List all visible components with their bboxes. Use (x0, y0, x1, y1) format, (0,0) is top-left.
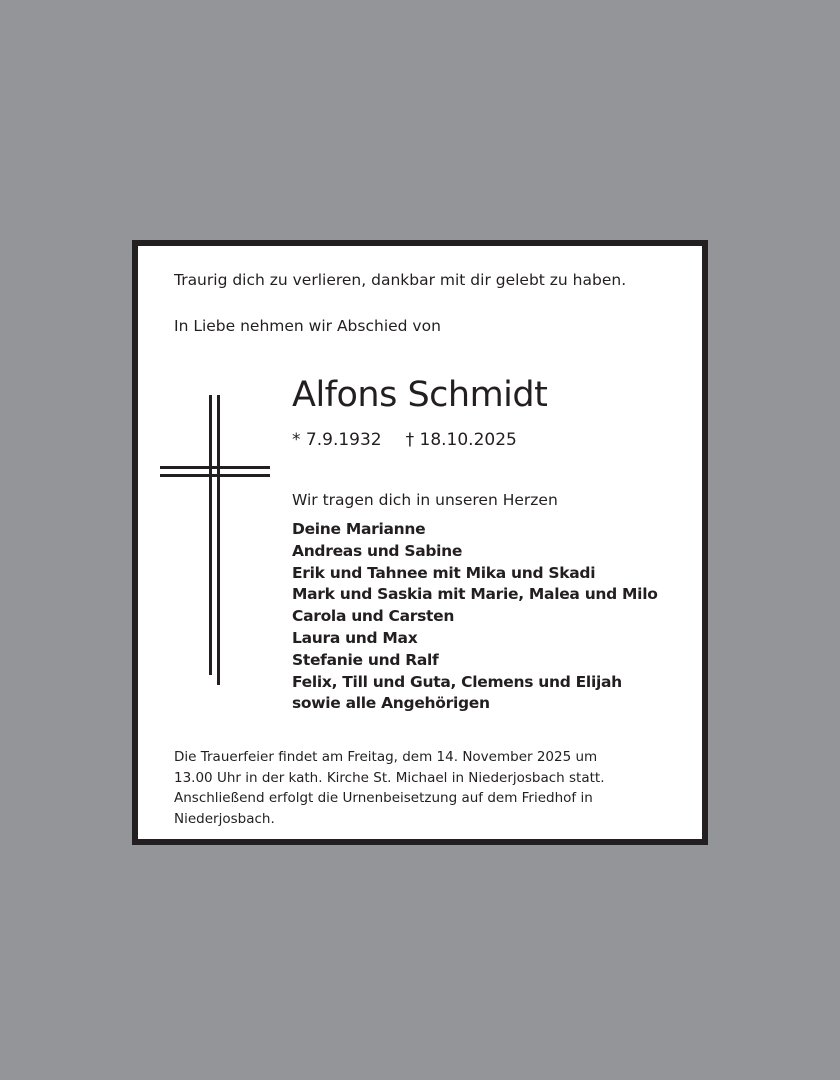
cross-icon (160, 395, 270, 685)
funeral-line: Die Trauerfeier findet am Freitag, dem 14. November 2025 um (174, 749, 598, 765)
funeral-line: 13.00 Uhr in der kath. Kirche St. Michael in Niederjosbach statt. (174, 769, 605, 786)
mourners-list (292, 519, 658, 715)
mourner-item: Laura und Max (292, 628, 418, 647)
birth-date: * 7.9.1932 (292, 430, 382, 450)
motto-text: Traurig dich zu verlieren, dankbar mit dir gelebt zu haben. (174, 271, 627, 289)
death-date: † 18.10.2025 (405, 430, 517, 450)
deceased-name: Alfons Schmidt (292, 375, 548, 415)
tagline-text: Wir tragen dich in unseren Herzen (292, 491, 558, 509)
mourner-item: Erik und Tahnee mit Mika und Skadi (292, 563, 596, 582)
mourner-item: Mark und Saskia mit Marie, Malea und Milo (292, 585, 658, 604)
funeral-info (174, 747, 674, 829)
funeral-line: Anschließend erfolgt die Urnenbeisetzung auf dem Friedhof in (174, 790, 593, 806)
mourner-item: Deine Marianne (292, 520, 426, 538)
mourner-item: Andreas und Sabine (292, 541, 463, 560)
obituary-notice (132, 240, 708, 845)
mourner-item: Felix, Till und Guta, Clemens und Elijah (292, 672, 622, 691)
funeral-line: Niederjosbach. (174, 810, 275, 827)
mourner-item: Stefanie und Ralf (292, 650, 439, 669)
intro-text: In Liebe nehmen wir Abschied von (174, 317, 441, 335)
mourner-item: sowie alle Angehörigen (292, 694, 490, 713)
mourner-item: Carola und Carsten (292, 607, 455, 626)
life-dates (292, 426, 517, 454)
